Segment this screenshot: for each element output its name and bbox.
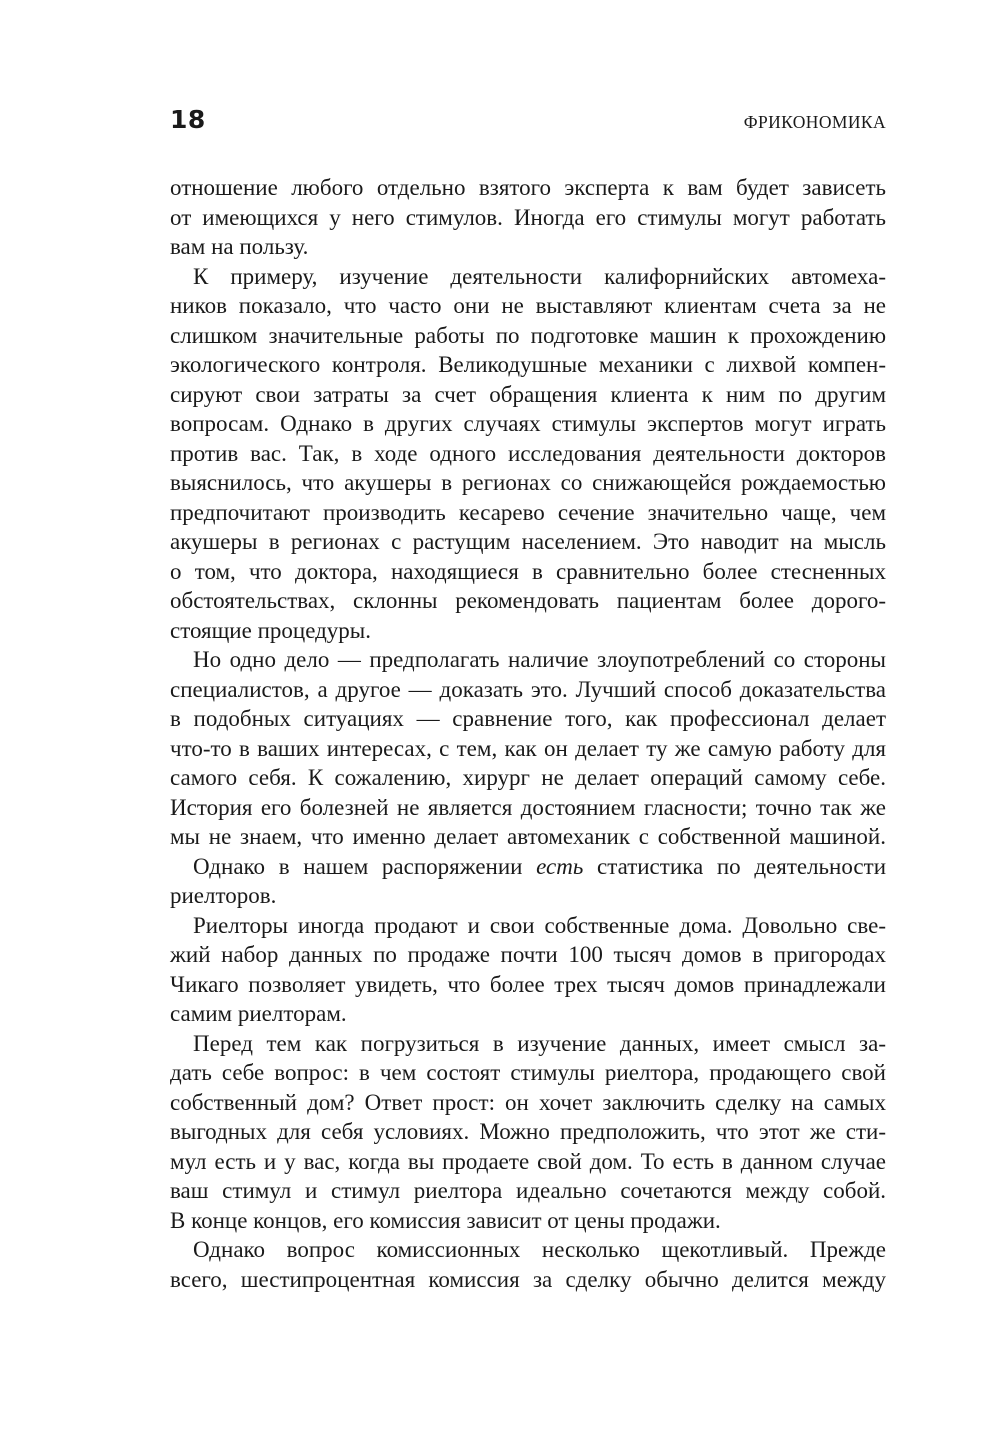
text-line: что-то в ваших интересах, с тем, как он делает ту же самую работу для xyxy=(170,735,886,761)
paragraph xyxy=(170,852,886,911)
text-line: жий набор данных по продаже почти 100 тысяч домов в пригородах xyxy=(170,942,886,967)
text-line: экологического контроля. Великодушные механики с лихвой компен- xyxy=(170,352,886,377)
text-line: риелторов. xyxy=(170,883,277,908)
text-line: самим риелторам. xyxy=(170,1001,347,1026)
text-line: акушеры в регионах с растущим населением. Это наводит на мысль xyxy=(170,529,886,554)
text-line: отношение любого отдельно взятого эксперта к вам будет зависеть xyxy=(170,175,886,200)
text-line: выяснилось, что акушеры в регионах со снижающейся рождаемостью xyxy=(170,470,886,495)
text-line: Перед тем как погрузиться в изучение данных, имеет смысл за- xyxy=(193,1030,886,1056)
text-line: дать себе вопрос: в чем состоят стимулы риелтора, продающего свой xyxy=(170,1060,886,1085)
text-line: всего, шестипроцентная комиссия за сделку обычно делится между xyxy=(170,1266,886,1292)
paragraph xyxy=(170,1029,886,1236)
text-line: собственный дом? Ответ прост: он хочет заключить сделку на самых xyxy=(170,1089,886,1115)
text-line: ваш стимул и стимул риелтора идеально сочетаются между собой. xyxy=(170,1178,886,1203)
text-line: Но одно дело — предполагать наличие злоупотреблений со стороны xyxy=(193,647,886,672)
text-line: сируют свои затраты за счет обращения клиента к ним по другим xyxy=(170,381,886,407)
text-line: В конце концов, его комиссия зависит от цены продажи. xyxy=(170,1207,721,1233)
text-line: специалистов, а другое — доказать это. Лучший способ доказательства xyxy=(170,676,886,702)
paragraph xyxy=(170,645,886,852)
paragraph xyxy=(170,173,886,262)
text-line: История его болезней не является достоянием гласности; точно так же xyxy=(170,794,886,820)
text-line: предпочитают производить кесарево сечение значительно чаще, чем xyxy=(170,499,886,525)
body-text xyxy=(170,173,886,1294)
paragraph xyxy=(170,911,886,1029)
text-line: от имеющихся у него стимулов. Иногда его стимулы могут работать xyxy=(170,204,886,230)
text-line: Однако вопрос комиссионных несколько щекотливый. Прежде xyxy=(193,1237,886,1262)
text-line: самого себя. К сожалению, хирург не делает операций самому себе. xyxy=(170,765,886,790)
paragraph xyxy=(170,1235,886,1294)
text-line: слишком значительные работы по подготовке машин к прохождению xyxy=(170,322,886,348)
text-line: выгодных для себя условиях. Можно предположить, что этот же сти- xyxy=(170,1119,886,1144)
text-line: обстоятельствах, склонны рекомендовать пациентам более дорого- xyxy=(170,588,886,613)
text-line: вам на пользу. xyxy=(170,234,309,259)
text-line: Чикаго позволяет увидеть, что более трех тысяч домов принадлежали xyxy=(170,971,886,997)
text-line: о том, что доктора, находящиеся в сравнительно более стесненных xyxy=(170,558,886,584)
text-line: К примеру, изучение деятельности калифорнийских автомеха- xyxy=(193,263,886,289)
text-line: Риелторы иногда продают и свои собственные дома. Довольно све- xyxy=(193,912,886,938)
page-number: 18 xyxy=(170,105,206,134)
paragraph xyxy=(170,262,886,646)
text-line: Однако в нашем распоряжении есть статистика по деятельности xyxy=(193,853,886,879)
text-line: против вас. Так, в ходе одного исследования деятельности докторов xyxy=(170,440,886,466)
page-header xyxy=(170,106,886,136)
text-line: стоящие процедуры. xyxy=(170,617,372,643)
text-line: мул есть и у вас, когда вы продаете свой дом. То есть в данном случае xyxy=(170,1148,886,1174)
running-title: ФРИКОНОМИКА xyxy=(743,112,886,132)
text-line: ников показало, что часто они не выставляют клиентам счета за не xyxy=(170,293,886,318)
text-line: в подобных ситуациях — сравнение того, как профессионал делает xyxy=(170,706,886,731)
text-line: вопросам. Однако в других случаях стимулы экспертов могут играть xyxy=(170,411,886,436)
text-line: мы не знаем, что именно делает автомеханик с собственной машиной. xyxy=(170,824,886,849)
